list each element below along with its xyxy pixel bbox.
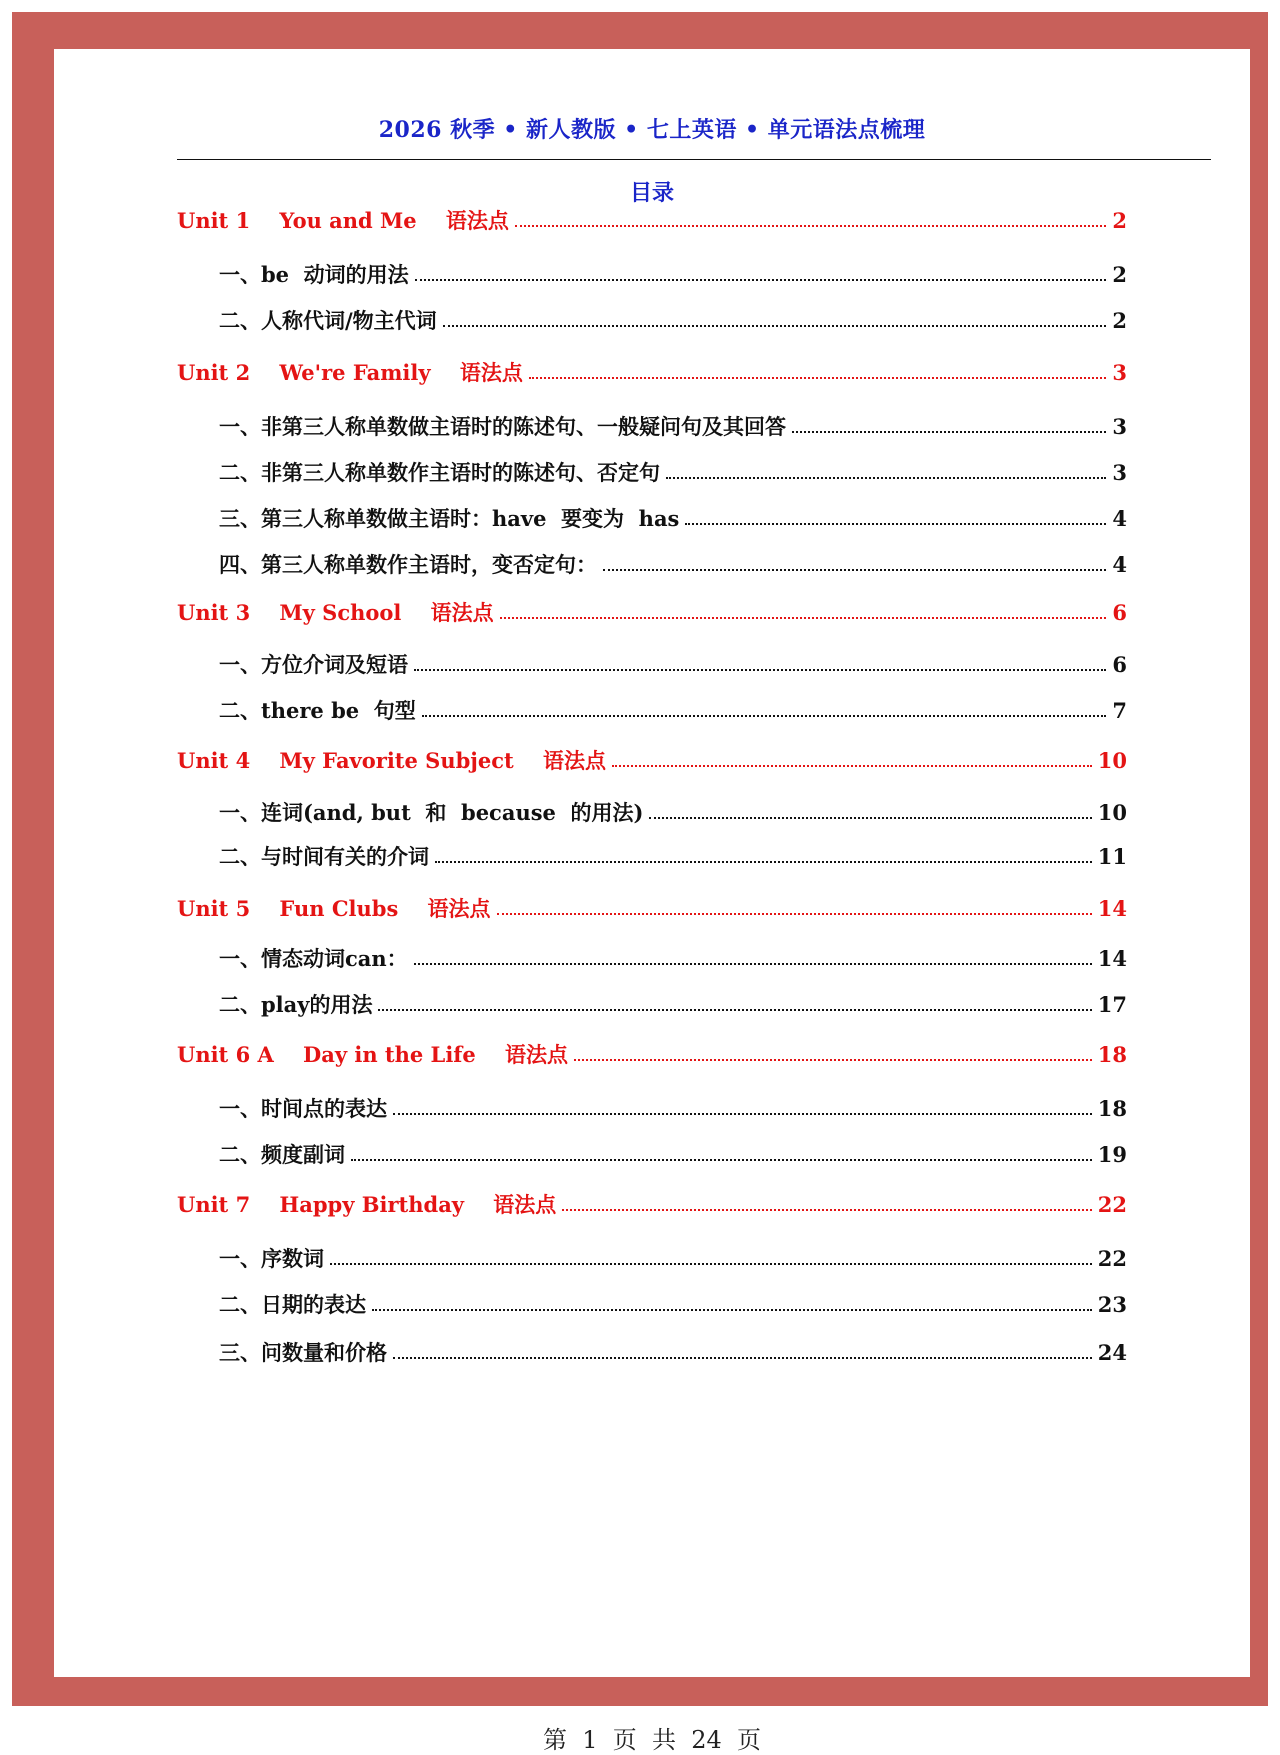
toc-entry-label: 二、非第三人称单数作主语时的陈述句、否定句 xyxy=(219,460,660,485)
toc-page-number: 2 xyxy=(1112,262,1127,287)
dot-leader xyxy=(574,1059,1092,1061)
toc-entry-label: Unit 6 A Day in the Life 语法点 xyxy=(177,1042,568,1067)
toc-sub-entry[interactable] xyxy=(219,255,1127,285)
toc-sub-entry[interactable] xyxy=(219,691,1127,721)
toc-entry-label: 二、日期的表达 xyxy=(219,1292,366,1317)
toc-entry-label: 三、第三人称单数做主语时：have 要变为 has xyxy=(219,506,680,531)
page-footer: 第 1 页 共 24 页 xyxy=(542,1726,762,1754)
dot-leader xyxy=(415,279,1107,281)
toc-page-number: 2 xyxy=(1112,208,1127,233)
toc-entry-label: 二、人称代词/物主代词 xyxy=(219,308,437,333)
dot-leader xyxy=(372,1309,1092,1311)
dot-leader xyxy=(414,963,1092,965)
dot-leader xyxy=(414,669,1106,671)
toc-entry-label: Unit 3 My School 语法点 xyxy=(177,600,494,625)
toc-sub-entry[interactable] xyxy=(219,1285,1127,1315)
toc-page-number: 10 xyxy=(1097,748,1127,773)
toc-entry-label: 一、情态动词can： xyxy=(219,946,408,971)
toc-entry-label: 一、方位介词及短语 xyxy=(219,652,408,677)
toc-page-number: 22 xyxy=(1097,1246,1127,1271)
toc-unit-entry[interactable] xyxy=(177,201,1127,231)
toc-sub-entry[interactable] xyxy=(219,1333,1127,1363)
toc-page-number: 24 xyxy=(1097,1340,1127,1365)
toc-sub-entry[interactable] xyxy=(219,985,1127,1015)
toc-unit-entry[interactable] xyxy=(177,741,1127,771)
toc-page-number: 18 xyxy=(1097,1042,1127,1067)
toc-page-number: 10 xyxy=(1097,800,1127,825)
dot-leader xyxy=(649,817,1091,819)
page-border-frame xyxy=(12,12,1268,1754)
toc-sub-entry[interactable] xyxy=(219,645,1127,675)
toc-sub-entry[interactable] xyxy=(219,499,1127,529)
toc-unit-entry[interactable] xyxy=(177,1035,1127,1065)
dot-leader xyxy=(443,325,1107,327)
toc-entry-label: 一、非第三人称单数做主语时的陈述句、一般疑问句及其回答 xyxy=(219,414,786,439)
toc-page-number: 14 xyxy=(1097,896,1127,921)
toc-unit-entry[interactable] xyxy=(177,1185,1127,1215)
dot-leader xyxy=(603,569,1106,571)
toc-page-number: 11 xyxy=(1097,844,1127,869)
toc-page-number: 3 xyxy=(1112,360,1127,385)
toc-sub-entry[interactable] xyxy=(219,453,1127,483)
toc-entry-label: 一、连词(and, but 和 because 的用法) xyxy=(219,800,644,825)
table-of-contents xyxy=(54,49,1250,1677)
toc-page-number: 3 xyxy=(1112,414,1127,439)
toc-entry-label: Unit 7 Happy Birthday 语法点 xyxy=(177,1192,557,1217)
dot-leader xyxy=(330,1263,1092,1265)
toc-page-number: 2 xyxy=(1112,308,1127,333)
toc-page-number: 4 xyxy=(1112,506,1127,531)
toc-entry-label: Unit 1 You and Me 语法点 xyxy=(177,208,509,233)
toc-entry-label: 一、时间点的表达 xyxy=(219,1096,387,1121)
dot-leader xyxy=(435,861,1092,863)
dot-leader xyxy=(422,715,1107,717)
dot-leader xyxy=(666,477,1106,479)
dot-leader xyxy=(529,377,1107,379)
dot-leader xyxy=(378,1009,1091,1011)
document-header-title: 2026 秋季 • 新人教版 • 七上英语 • 单元语法点梳理 xyxy=(378,117,926,143)
toc-entry-label: 三、问数量和价格 xyxy=(219,1340,387,1365)
toc-page-number: 17 xyxy=(1097,992,1127,1017)
toc-entry-label: 四、第三人称单数作主语时，变否定句： xyxy=(219,552,597,577)
dot-leader xyxy=(792,431,1106,433)
dot-leader xyxy=(393,1113,1092,1115)
dot-leader xyxy=(500,617,1107,619)
toc-unit-entry[interactable] xyxy=(177,593,1127,623)
toc-page-number: 6 xyxy=(1112,600,1127,625)
dot-leader xyxy=(351,1159,1092,1161)
toc-page-number: 3 xyxy=(1112,460,1127,485)
dot-leader xyxy=(497,913,1092,915)
toc-heading: 目录 xyxy=(629,180,674,206)
dot-leader xyxy=(685,523,1106,525)
dot-leader xyxy=(562,1209,1092,1211)
toc-entry-label: 二、频度副词 xyxy=(219,1142,345,1167)
toc-entry-label: 二、play的用法 xyxy=(219,992,373,1017)
dot-leader xyxy=(393,1357,1092,1359)
document-page xyxy=(54,49,1250,1754)
toc-page-number: 18 xyxy=(1097,1096,1127,1121)
toc-page-number: 7 xyxy=(1112,698,1127,723)
toc-sub-entry[interactable] xyxy=(219,1089,1127,1119)
toc-page-number: 22 xyxy=(1097,1192,1127,1217)
toc-entry-label: 二、there be 句型 xyxy=(219,698,416,723)
dot-leader xyxy=(612,765,1092,767)
toc-sub-entry[interactable] xyxy=(219,1135,1127,1165)
toc-page-number: 19 xyxy=(1097,1142,1127,1167)
toc-sub-entry[interactable] xyxy=(219,301,1127,331)
toc-unit-entry[interactable] xyxy=(177,889,1127,919)
toc-entry-label: Unit 5 Fun Clubs 语法点 xyxy=(177,896,491,921)
toc-sub-entry[interactable] xyxy=(219,1239,1127,1269)
toc-entry-label: Unit 2 We're Family 语法点 xyxy=(177,360,523,385)
toc-page-number: 4 xyxy=(1112,552,1127,577)
toc-sub-entry[interactable] xyxy=(219,545,1127,575)
toc-page-number: 6 xyxy=(1112,652,1127,677)
dot-leader xyxy=(515,225,1106,227)
toc-sub-entry[interactable] xyxy=(219,793,1127,823)
toc-page-number: 23 xyxy=(1097,1292,1127,1317)
toc-sub-entry[interactable] xyxy=(219,837,1127,867)
toc-unit-entry[interactable] xyxy=(177,353,1127,383)
toc-page-number: 14 xyxy=(1097,946,1127,971)
toc-entry-label: 二、与时间有关的介词 xyxy=(219,844,429,869)
toc-entry-label: 一、序数词 xyxy=(219,1246,324,1271)
toc-sub-entry[interactable] xyxy=(219,939,1127,969)
toc-sub-entry[interactable] xyxy=(219,407,1127,437)
toc-entry-label: Unit 4 My Favorite Subject 语法点 xyxy=(177,748,606,773)
toc-entry-label: 一、be 动词的用法 xyxy=(219,262,409,287)
